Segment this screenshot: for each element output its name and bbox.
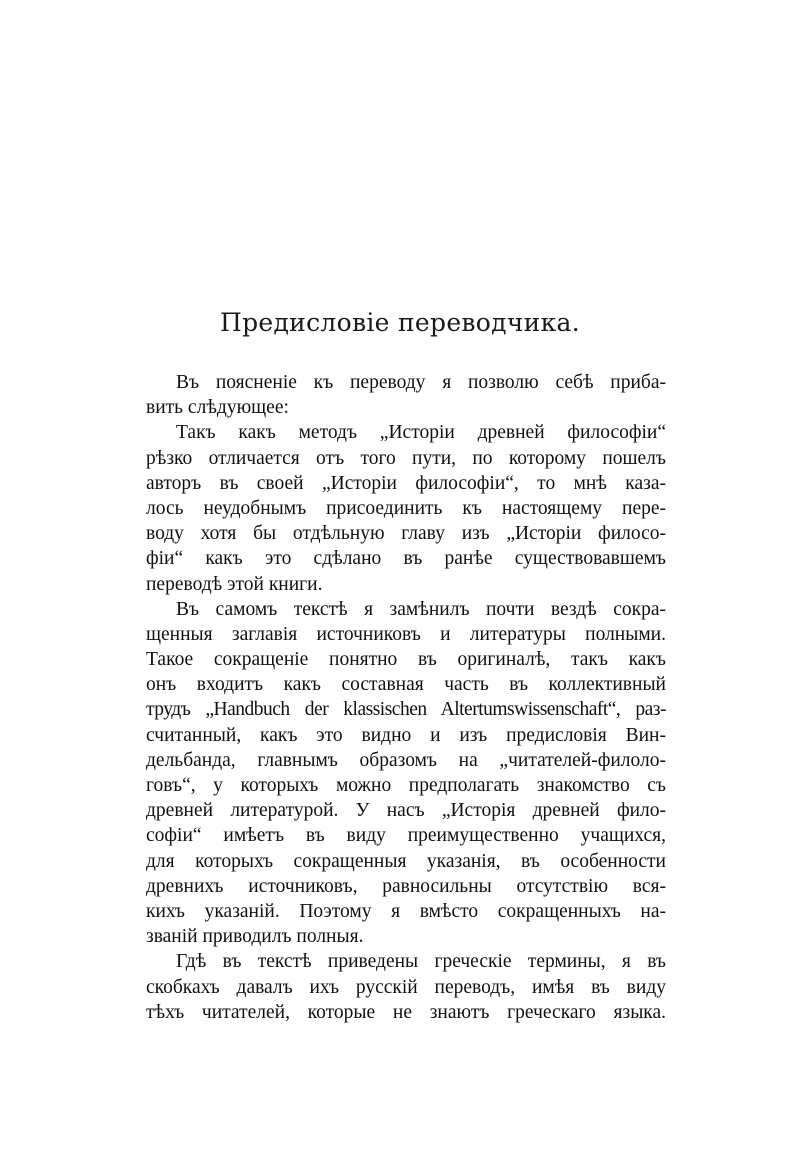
- text-line: званій приводилъ полныя.: [146, 926, 364, 948]
- text-line: кихъ указаній. Поэтому я вмѣсто сокращенныхъ на-: [146, 900, 666, 922]
- text-line: переводѣ этой книги.: [146, 573, 323, 595]
- paragraph: [146, 597, 666, 950]
- text-line: тѣхъ читателей, которые не знаютъ греческаго языка.: [146, 1001, 666, 1023]
- text-line: скобкахъ давалъ ихъ русскій переводъ, имѣя въ виду: [146, 976, 666, 998]
- text-line: софіи“ имѣетъ въ виду преимущественно учащихся,: [146, 825, 666, 847]
- text-line: древнихъ источниковъ, равносильны отсутствію вся-: [146, 875, 666, 897]
- page-title: Предисловіе переводчика.: [219, 308, 581, 337]
- text-line: авторъ въ своей „Исторіи философіи“, то мнѣ каза-: [146, 472, 666, 494]
- paragraph: [146, 420, 666, 596]
- text-line: фіи“ какъ это сдѣлано въ ранѣе существовавшемъ: [146, 548, 666, 570]
- paragraph: [146, 949, 666, 1025]
- text-line: Такъ какъ методъ „Исторіи древней философіи“: [176, 422, 666, 444]
- text-line: Въ самомъ текстѣ я замѣнилъ почти вездѣ сокра-: [176, 598, 666, 620]
- text-line: древней литературой. У насъ „Исторія древней фило-: [146, 800, 666, 822]
- document-body: [146, 370, 666, 1025]
- text-line: говъ“, у которыхъ можно предполагать знакомство съ: [146, 775, 666, 796]
- text-line: щенныя заглавія источниковъ и литературы полными.: [146, 623, 666, 645]
- text-line: вить слѣдующее:: [146, 397, 289, 419]
- text-line: Въ поясненіе къ переводу я позволю себѣ приба-: [176, 372, 666, 393]
- paragraph: [146, 370, 666, 420]
- text-line: рѣзко отличается отъ того пути, по которому пошелъ: [146, 447, 666, 469]
- text-line: Гдѣ въ текстѣ приведены греческіе термины, я въ: [176, 951, 666, 973]
- text-line: воду хотя бы отдѣльную главу изъ „Исторіи филосо-: [146, 523, 666, 545]
- text-line: Такое сокращеніе понятно въ оригиналѣ, такъ какъ: [146, 649, 666, 671]
- text-line: для которыхъ сокращенныя указанія, въ особенности: [146, 850, 666, 872]
- text-line: трудъ „Handbuch der klassischen Altertumswissenschaft“, раз-: [146, 699, 666, 721]
- text-line: дельбанда, главнымъ образомъ на „читателей-филоло-: [146, 749, 666, 771]
- text-line: лось неудобнымъ присоединить къ настоящему пере-: [146, 497, 666, 519]
- text-line: онъ входитъ какъ составная часть въ коллективный: [146, 674, 666, 696]
- text-line: считанный, какъ это видно и изъ предисловія Вин-: [146, 724, 666, 746]
